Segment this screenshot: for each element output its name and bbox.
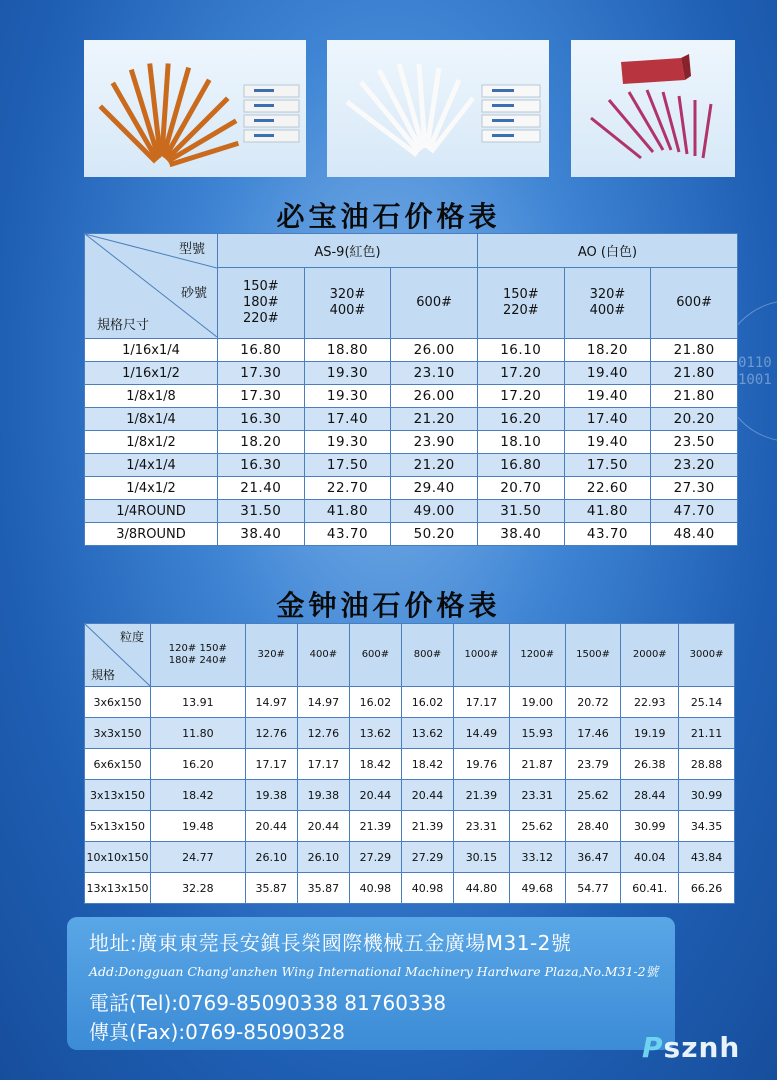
- price-cell: 23.31: [509, 780, 565, 811]
- price-cell: 11.80: [151, 718, 246, 749]
- table1-title: 必宝油石价格表: [276, 200, 501, 233]
- price-cell: 17.50: [304, 454, 391, 477]
- price-cell: 35.87: [245, 873, 297, 904]
- price-cell: 20.44: [297, 811, 349, 842]
- price-cell: 27.30: [651, 477, 738, 500]
- price-cell: 21.20: [391, 454, 478, 477]
- price-cell: 18.42: [401, 749, 453, 780]
- table-row: [85, 385, 738, 408]
- table-row: [85, 842, 735, 873]
- table-row: [85, 362, 738, 385]
- price-cell: 25.62: [565, 780, 621, 811]
- price-cell: 16.80: [477, 454, 564, 477]
- price-cell: 17.17: [245, 749, 297, 780]
- price-cell: 31.50: [218, 500, 305, 523]
- table-row: [85, 873, 735, 904]
- price-cell: 20.20: [651, 408, 738, 431]
- price-cell: 17.17: [454, 687, 510, 718]
- price-cell: 23.20: [651, 454, 738, 477]
- price-cell: 16.10: [477, 339, 564, 362]
- price-cell: 19.40: [564, 431, 651, 454]
- price-cell: 19.19: [621, 718, 679, 749]
- price-cell: 32.28: [151, 873, 246, 904]
- price-cell: 28.44: [621, 780, 679, 811]
- table1-group-ao: AO (白色): [477, 234, 737, 268]
- table2-grit-header: 800#: [401, 624, 453, 687]
- price-cell: 17.20: [477, 362, 564, 385]
- table2-corner-header: [85, 624, 151, 687]
- price-cell: 38.40: [218, 523, 305, 546]
- table1-header-grit: 砂號: [180, 286, 207, 301]
- price-cell: 25.62: [509, 811, 565, 842]
- price-cell: 21.80: [651, 362, 738, 385]
- price-cell: 54.77: [565, 873, 621, 904]
- price-cell: 40.04: [621, 842, 679, 873]
- price-cell: 22.60: [564, 477, 651, 500]
- price-cell: 17.50: [564, 454, 651, 477]
- table1-header-model: 型號: [178, 242, 205, 257]
- table-row: [85, 500, 738, 523]
- price-cell: 16.20: [477, 408, 564, 431]
- price-cell: 14.97: [297, 687, 349, 718]
- price-cell: 28.88: [679, 749, 735, 780]
- price-cell: 23.31: [454, 811, 510, 842]
- price-cell: 16.30: [218, 408, 305, 431]
- price-cell: 21.87: [509, 749, 565, 780]
- table-row: [85, 431, 738, 454]
- watermark-logo: Psznh: [642, 1031, 741, 1064]
- price-cell: 26.10: [297, 842, 349, 873]
- price-cell: 15.93: [509, 718, 565, 749]
- table2-header-size: 規格: [91, 668, 116, 682]
- table1-grit-header: 320# 400#: [304, 268, 391, 339]
- row-size-label: 6x6x150: [85, 749, 151, 780]
- row-size-label: 1/4x1/4: [85, 454, 218, 477]
- price-cell: 14.49: [454, 718, 510, 749]
- price-cell: 16.02: [349, 687, 401, 718]
- price-cell: 40.98: [401, 873, 453, 904]
- price-cell: 13.62: [401, 718, 453, 749]
- price-cell: 12.76: [245, 718, 297, 749]
- table2-grit-header: 1500#: [565, 624, 621, 687]
- price-cell: 21.39: [401, 811, 453, 842]
- table1-corner-header: [85, 234, 218, 339]
- table2-grit-header: 1000#: [454, 624, 510, 687]
- price-cell: 12.76: [297, 718, 349, 749]
- row-size-label: 1/8x1/8: [85, 385, 218, 408]
- price-cell: 21.11: [679, 718, 735, 749]
- table-row: [85, 811, 735, 842]
- row-size-label: 10x10x150: [85, 842, 151, 873]
- price-cell: 66.26: [679, 873, 735, 904]
- price-cell: 13.62: [349, 718, 401, 749]
- table-row: [85, 687, 735, 718]
- fax-text: 傳真(Fax):0769-85090328: [89, 1020, 346, 1044]
- table2-grit-header: 120# 150# 180# 240#: [151, 624, 246, 687]
- price-cell: 31.50: [477, 500, 564, 523]
- price-cell: 47.70: [651, 500, 738, 523]
- table2-grit-header: 2000#: [621, 624, 679, 687]
- price-cell: 20.44: [245, 811, 297, 842]
- price-cell: 16.02: [401, 687, 453, 718]
- price-cell: 21.80: [651, 385, 738, 408]
- price-cell: 20.70: [477, 477, 564, 500]
- price-cell: 30.15: [454, 842, 510, 873]
- price-cell: 40.98: [349, 873, 401, 904]
- price-cell: 17.46: [565, 718, 621, 749]
- price-cell: 49.00: [391, 500, 478, 523]
- price-cell: 21.20: [391, 408, 478, 431]
- oilstone-price-table-2: [84, 623, 735, 904]
- table-row: [85, 523, 738, 546]
- table2-header-grit: 粒度: [119, 630, 144, 644]
- table2-grit-header: 400#: [297, 624, 349, 687]
- price-cell: 19.76: [454, 749, 510, 780]
- price-cell: 18.42: [349, 749, 401, 780]
- price-cell: 27.29: [401, 842, 453, 873]
- price-cell: 24.77: [151, 842, 246, 873]
- price-cell: 21.80: [651, 339, 738, 362]
- white-oilstones-photo: [327, 40, 549, 177]
- price-cell: 28.40: [565, 811, 621, 842]
- price-cell: 44.80: [454, 873, 510, 904]
- price-cell: 18.80: [304, 339, 391, 362]
- price-cell: 17.20: [477, 385, 564, 408]
- table-row: [85, 339, 738, 362]
- price-cell: 41.80: [564, 500, 651, 523]
- table2-grit-header: 600#: [349, 624, 401, 687]
- row-size-label: 5x13x150: [85, 811, 151, 842]
- price-cell: 22.93: [621, 687, 679, 718]
- orange-oilstones-photo: [84, 40, 306, 177]
- table1-header-size: 規格尺寸: [97, 318, 150, 333]
- table-row: [85, 408, 738, 431]
- price-cell: 43.70: [564, 523, 651, 546]
- table1-grit-header: 150# 180# 220#: [218, 268, 305, 339]
- table2-title: 金钟油石价格表: [276, 589, 501, 622]
- price-cell: 29.40: [391, 477, 478, 500]
- price-cell: 23.90: [391, 431, 478, 454]
- row-size-label: 3x13x150: [85, 780, 151, 811]
- price-cell: 48.40: [651, 523, 738, 546]
- price-cell: 20.72: [565, 687, 621, 718]
- table-row: [85, 454, 738, 477]
- row-size-label: 3x3x150: [85, 718, 151, 749]
- table2-grit-header: 3000#: [679, 624, 735, 687]
- row-size-label: 1/8x1/2: [85, 431, 218, 454]
- price-cell: 26.00: [391, 385, 478, 408]
- price-cell: 36.47: [565, 842, 621, 873]
- price-cell: 49.68: [509, 873, 565, 904]
- decorative-binary: 0110 1001: [738, 355, 772, 388]
- price-cell: 17.17: [297, 749, 349, 780]
- price-cell: 35.87: [297, 873, 349, 904]
- price-cell: 34.35: [679, 811, 735, 842]
- price-cell: 23.10: [391, 362, 478, 385]
- price-cell: 26.00: [391, 339, 478, 362]
- row-size-label: 3x6x150: [85, 687, 151, 718]
- table1-grit-header: 600#: [651, 268, 738, 339]
- row-size-label: 1/16x1/4: [85, 339, 218, 362]
- table-row: [85, 780, 735, 811]
- table2-grit-header: 320#: [245, 624, 297, 687]
- price-cell: 18.20: [564, 339, 651, 362]
- table1-grit-header: 320# 400#: [564, 268, 651, 339]
- price-cell: 23.50: [651, 431, 738, 454]
- price-cell: 18.42: [151, 780, 246, 811]
- table2-grit-header: 1200#: [509, 624, 565, 687]
- row-size-label: 1/4x1/2: [85, 477, 218, 500]
- price-cell: 19.48: [151, 811, 246, 842]
- row-size-label: 3/8ROUND: [85, 523, 218, 546]
- price-cell: 18.20: [218, 431, 305, 454]
- table1-group-as9: AS-9(紅色): [218, 234, 478, 268]
- price-cell: 19.38: [297, 780, 349, 811]
- price-cell: 17.40: [564, 408, 651, 431]
- row-size-label: 1/8x1/4: [85, 408, 218, 431]
- row-size-label: 1/4ROUND: [85, 500, 218, 523]
- price-cell: 60.41.: [621, 873, 679, 904]
- price-cell: 23.79: [565, 749, 621, 780]
- price-cell: 16.20: [151, 749, 246, 780]
- table1-grit-header: 600#: [391, 268, 478, 339]
- price-cell: 21.39: [349, 811, 401, 842]
- price-cell: 14.97: [245, 687, 297, 718]
- price-cell: 19.30: [304, 431, 391, 454]
- price-cell: 16.30: [218, 454, 305, 477]
- price-cell: 19.40: [564, 385, 651, 408]
- telephone-text: 電話(Tel):0769-85090338 81760338: [89, 991, 447, 1015]
- price-cell: 25.14: [679, 687, 735, 718]
- contact-info-box: [67, 917, 675, 1050]
- address-text: 地址:廣東東莞長安鎮長榮國際機械五金廣場M31-2號: [89, 931, 572, 955]
- price-cell: 19.30: [304, 362, 391, 385]
- price-cell: 20.44: [401, 780, 453, 811]
- price-cell: 16.80: [218, 339, 305, 362]
- price-cell: 21.39: [454, 780, 510, 811]
- price-cell: 17.30: [218, 385, 305, 408]
- price-cell: 19.40: [564, 362, 651, 385]
- price-cell: 13.91: [151, 687, 246, 718]
- price-cell: 22.70: [304, 477, 391, 500]
- price-cell: 19.00: [509, 687, 565, 718]
- table-row: [85, 749, 735, 780]
- price-cell: 30.99: [679, 780, 735, 811]
- price-cell: 30.99: [621, 811, 679, 842]
- price-cell: 43.84: [679, 842, 735, 873]
- price-cell: 43.70: [304, 523, 391, 546]
- price-cell: 20.44: [349, 780, 401, 811]
- price-cell: 38.40: [477, 523, 564, 546]
- price-cell: 18.10: [477, 431, 564, 454]
- price-cell: 41.80: [304, 500, 391, 523]
- table-row: [85, 718, 735, 749]
- oilstone-price-table-1: [84, 233, 738, 546]
- price-cell: 19.30: [304, 385, 391, 408]
- row-size-label: 1/16x1/2: [85, 362, 218, 385]
- address-english-text: Add:Dongguan Chang'anzhen Wing International Machinery Hardware Plaza,No.M31-2號: [89, 964, 659, 979]
- price-cell: 21.40: [218, 477, 305, 500]
- price-cell: 19.38: [245, 780, 297, 811]
- price-cell: 17.30: [218, 362, 305, 385]
- price-cell: 17.40: [304, 408, 391, 431]
- table1-grit-header: 150# 220#: [477, 268, 564, 339]
- price-cell: 26.10: [245, 842, 297, 873]
- price-cell: 27.29: [349, 842, 401, 873]
- price-cell: 26.38: [621, 749, 679, 780]
- price-cell: 50.20: [391, 523, 478, 546]
- row-size-label: 13x13x150: [85, 873, 151, 904]
- price-cell: 33.12: [509, 842, 565, 873]
- table-row: [85, 477, 738, 500]
- red-oilstones-photo: [571, 40, 735, 177]
